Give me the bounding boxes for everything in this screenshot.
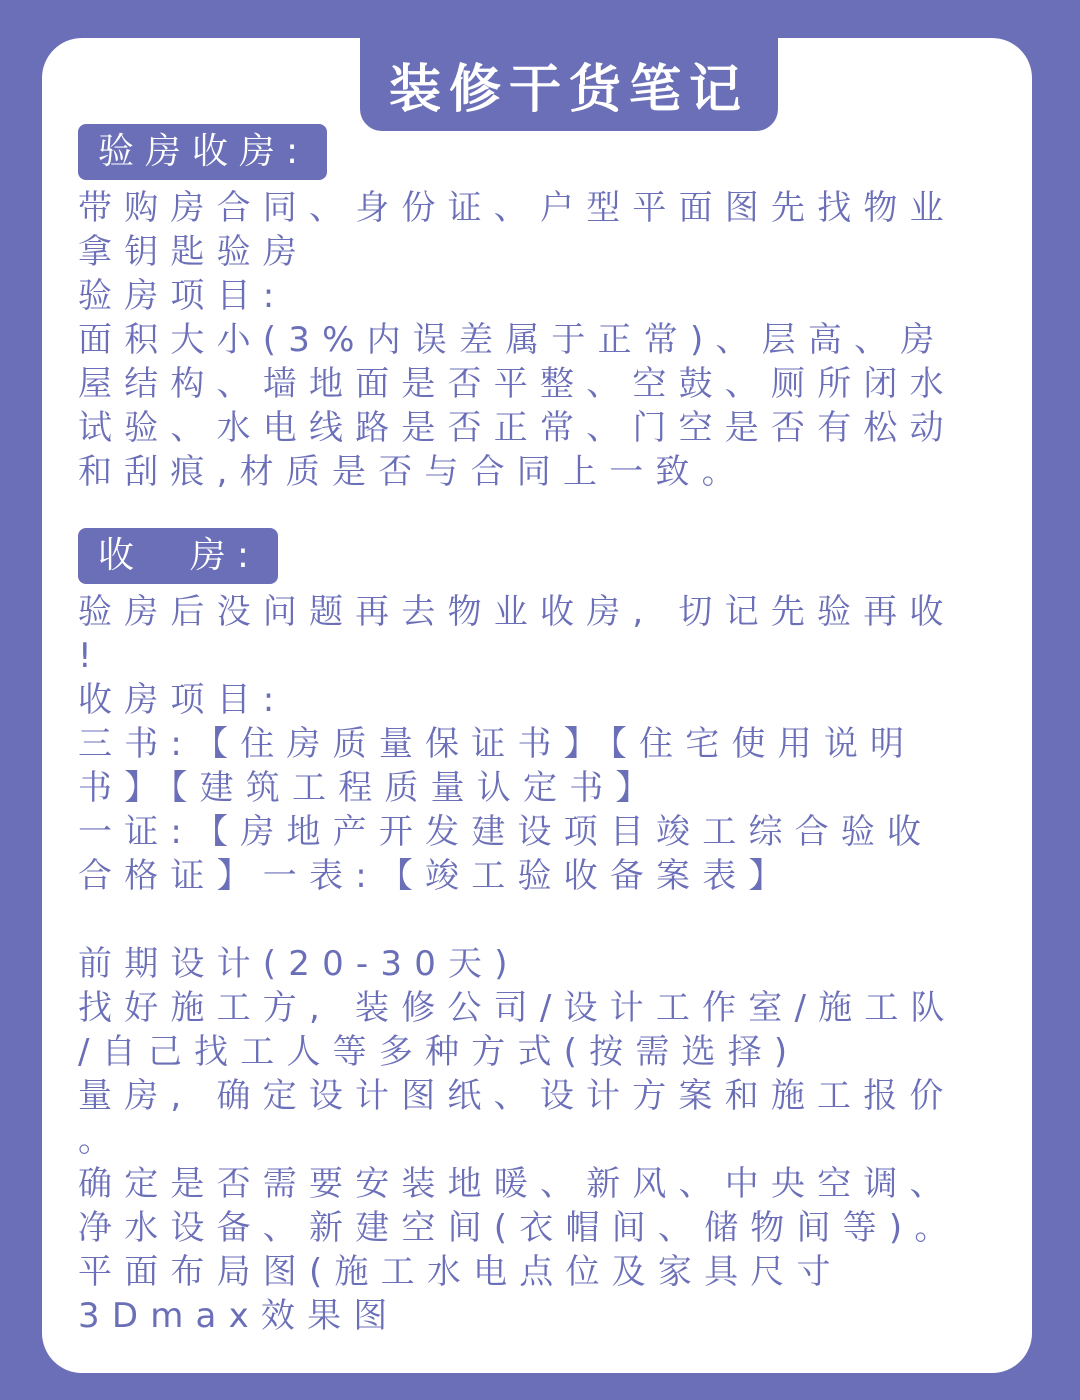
text-line: 收房项目: [78, 680, 287, 720]
text-line: 带购房合同、身份证、户型平面图先找物业 [78, 188, 956, 228]
note-content [78, 124, 1018, 1338]
text-line: 。 [78, 1120, 125, 1160]
text-line: 和刮痕,材质是否与合同上一致。 [78, 452, 748, 492]
note-card [42, 38, 1032, 1373]
text-line: 拿钥匙验房 [78, 232, 309, 272]
text-line: 书】【建筑工程质量认定书】 [78, 768, 662, 808]
text-line: 找好施工方, 装修公司/设计工作室/施工队 [78, 988, 957, 1028]
text-line: 一证:【房地产开发建设项目竣工综合验收 [78, 812, 934, 852]
text-line: 合格证】一表:【竣工验收备案表】 [78, 856, 795, 896]
text-line: 平面布局图(施工水电点位及家具尺寸 [78, 1252, 843, 1292]
text-line: 验房后没问题再去物业收房, 切记先验再收 [78, 592, 956, 632]
text-line: 试验、水电线路是否正常、门空是否有松动 [78, 408, 956, 448]
text-line: 屋结构、墙地面是否平整、空鼓、厕所闭水 [78, 364, 956, 404]
text-line: 量房, 确定设计图纸、设计方案和施工报价 [78, 1076, 956, 1116]
section-label-handover: 收 房: [78, 528, 278, 584]
text-line: 3Dmax效果图 [78, 1296, 400, 1336]
text-line: 验房项目: [78, 276, 287, 316]
text-line: ! [78, 636, 104, 676]
text-line: 三书:【住房质量保证书】【住宅使用说明 [78, 724, 917, 764]
text-line: /自己找工人等多种方式(按需选择) [78, 1032, 800, 1072]
text-line: 前期设计(20-30天) [78, 944, 520, 984]
text-line: 确定是否需要安装地暖、新风、中央空调、 [78, 1164, 956, 1204]
section-label-inspection: 验房收房: [78, 124, 327, 180]
page-title: 装修干货笔记 [360, 38, 778, 131]
text-line: 净水设备、新建空间(衣帽间、储物间等)。 [78, 1208, 961, 1248]
text-line: 面积大小(3%内误差属于正常)、层高、房 [78, 320, 947, 360]
